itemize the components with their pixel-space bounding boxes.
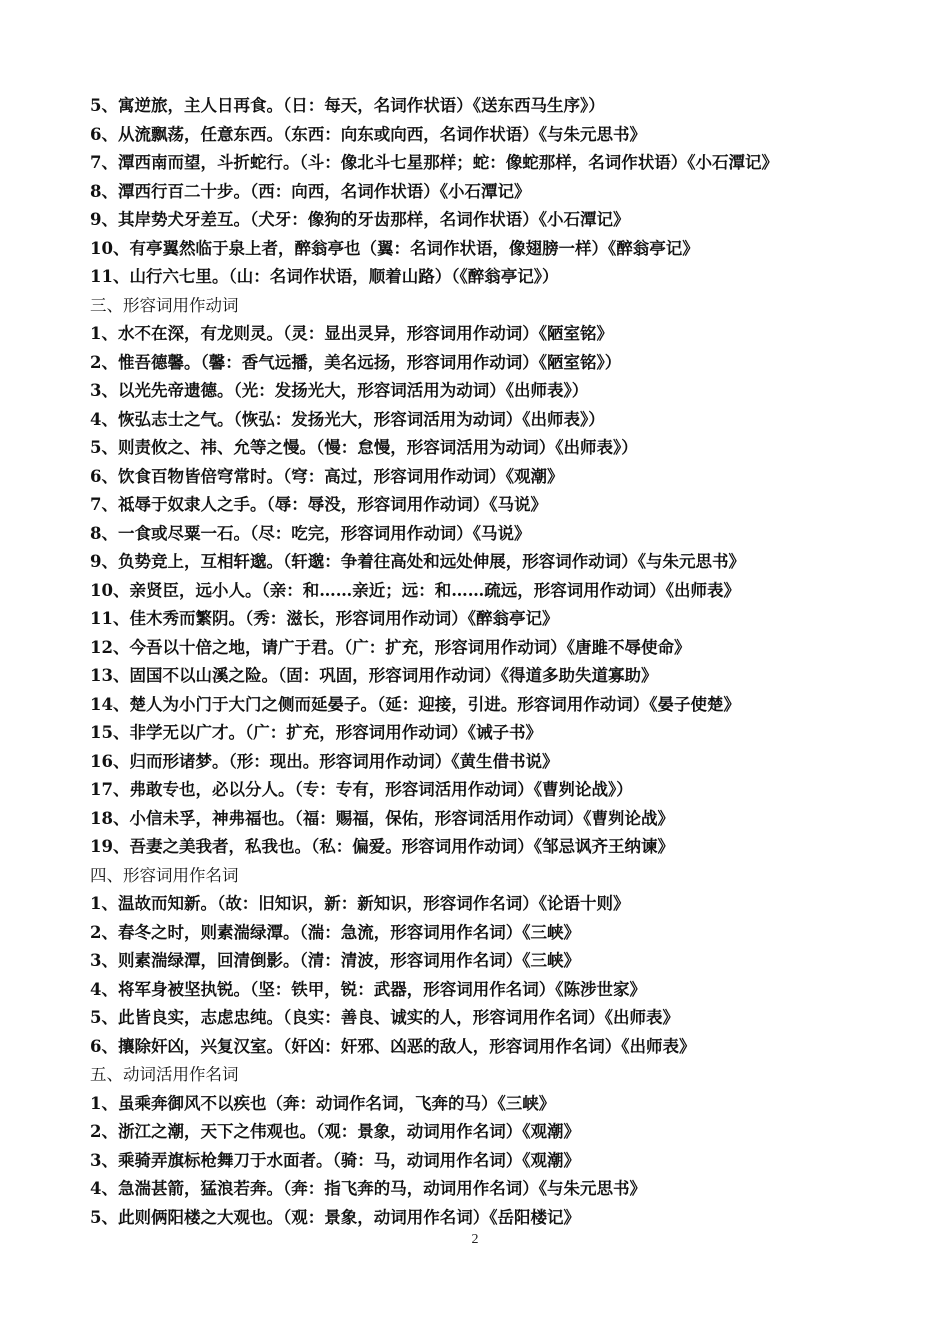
list-item: 11、山行六七里。（山：名词作状语，顺着山路）（《醉翁亭记》） xyxy=(90,267,559,286)
list-item: 14、楚人为小门于大门之侧而延晏子。（延：迎接，引进。形容词用作动词）《晏子使楚》 xyxy=(90,694,740,714)
list-item: 3、则素湍绿潭，回清倒影。（清：清波，形容词用作名词）《三峡》 xyxy=(90,951,580,970)
list-item: 10、有亭翼然临于泉上者，醉翁亭也（翼：名词作状语，像翅膀一样）《醉翁亭记》 xyxy=(90,238,699,258)
list-item: 4、将军身被坚执锐。（坚：铁甲，锐：武器，形容词用作名词）《陈涉世家》 xyxy=(90,979,646,999)
list-item: 12、今吾以十倍之地，请广于君。（广：扩充，形容词用作动词）《唐雎不辱使命》 xyxy=(90,637,691,657)
list-item: 5、此则俩阳楼之大观也。（观：景象，动词用作名词）《岳阳楼记》 xyxy=(90,1207,580,1227)
section-heading: 三、形容词用作动词 xyxy=(90,295,239,315)
list-item: 9、负势竞上，互相轩邈。（轩邈：争着往高处和远处伸展，形容词作动词）《与朱元思书》 xyxy=(90,552,745,571)
list-item: 3、以光先帝遗德。（光：发扬光大，形容词活用为动词）《出师表》） xyxy=(90,381,589,400)
list-item: 6、从流飘荡，任意东西。（东西：向东或向西，名词作状语）《与朱元思书》 xyxy=(90,124,646,144)
list-item: 2、惟吾德馨。（馨：香气远播，美名远扬，形容词用作动词）《陋室铭》） xyxy=(90,352,622,372)
list-item: 16、归而形诸梦。（形：现出。形容词用作动词）《黄生借书说》 xyxy=(90,751,559,771)
section-heading: 四、形容词用作名词 xyxy=(90,865,239,885)
list-item: 15、非学无以广才。（广：扩充，形容词用作动词）《诫子书》 xyxy=(90,723,542,742)
list-item: 6、攘除奸凶，兴复汉室。（奸凶：奸邪、凶恶的敌人，形容词用作名词）《出师表》 xyxy=(90,1036,696,1056)
list-item: 5、寓逆旅，主人日再食。（日：每天，名词作状语）《送东西马生序》） xyxy=(90,96,605,115)
list-item: 18、小信未孚，神弗福也。（福：赐福，保佑，形容词活用作动词）《曹刿论战》 xyxy=(90,808,674,828)
list-item: 17、弗敢专也，必以分人。（专：专有，形容词活用作动词）《曹刿论战》） xyxy=(90,780,633,799)
list-item: 13、固国不以山溪之险。（固：巩固，形容词用作动词）《得道多助失道寡助》 xyxy=(90,666,658,685)
list-item: 10、亲贤臣，远小人。（亲：和……亲近；远：和……疏远，形容词用作动词）《出师表》 xyxy=(90,580,740,600)
list-item: 3、乘骑弄旗标枪舞刀于水面者。（骑：马，动词用作名词）《观潮》 xyxy=(90,1150,580,1170)
list-item: 2、浙江之潮，天下之伟观也。（观：景象，动词用作名词）《观潮》 xyxy=(90,1122,580,1141)
list-item: 6、饮食百物皆倍穹常时。（穹：高过，形容词用作动词）《观潮》 xyxy=(90,466,564,486)
list-item: 19、吾妻之美我者，私我也。（私：偏爱。形容词用作动词）《邹忌讽齐王纳谏》 xyxy=(90,837,674,856)
list-item: 7、潭西南而望，斗折蛇行。（斗：像北斗七星那样；蛇：像蛇那样，名词作状语）《小石潭记》 xyxy=(90,153,778,172)
list-item: 1、虽乘奔御风不以疾也（奔：动词作名词，飞奔的马）《三峡》 xyxy=(90,1093,556,1113)
list-item: 9、其岸势犬牙差互。（犬牙：像狗的牙齿那样，名词作状语）《小石潭记》 xyxy=(90,210,630,229)
list-item: 7、祗辱于奴隶人之手。（辱：辱没，形容词用作动词）《马说》 xyxy=(90,495,547,514)
list-item: 5、则责攸之、祎、允等之慢。（慢：怠慢，形容词活用为动词）《出师表》） xyxy=(90,438,638,457)
list-item: 8、一食或尽粟一石。（尽：吃完，形容词用作动词）《马说》 xyxy=(90,523,531,543)
list-item: 2、春冬之时，则素湍绿潭。（湍：急流，形容词用作名词）《三峡》 xyxy=(90,922,580,942)
list-item: 1、水不在深，有龙则灵。（灵：显出灵异，形容词用作动词）《陋室铭》 xyxy=(90,324,613,343)
list-item: 5、此皆良实，志虑忠纯。（良实：善良、诚实的人，形容词用作名词）《出师表》 xyxy=(90,1008,679,1027)
page-number: 2 xyxy=(471,1232,479,1247)
list-item: 8、潭西行百二十步。（西：向西，名词作状语）《小石潭记》 xyxy=(90,181,531,201)
list-item: 11、佳木秀而繁阴。（秀：滋长，形容词用作动词）《醉翁亭记》 xyxy=(90,609,559,628)
document-body xyxy=(90,92,880,1232)
list-item: 4、急湍甚箭，猛浪若奔。（奔：指飞奔的马，动词用作名词）《与朱元思书》 xyxy=(90,1179,646,1198)
list-item: 4、恢弘志士之气。（恢弘：发扬光大，形容词活用为动词）《出师表》） xyxy=(90,409,605,429)
section-heading: 五、动词活用作名词 xyxy=(90,1065,239,1084)
list-item: 1、温故而知新。（故：旧知识，新：新知识，形容词作名词）《论语十则》 xyxy=(90,894,630,913)
